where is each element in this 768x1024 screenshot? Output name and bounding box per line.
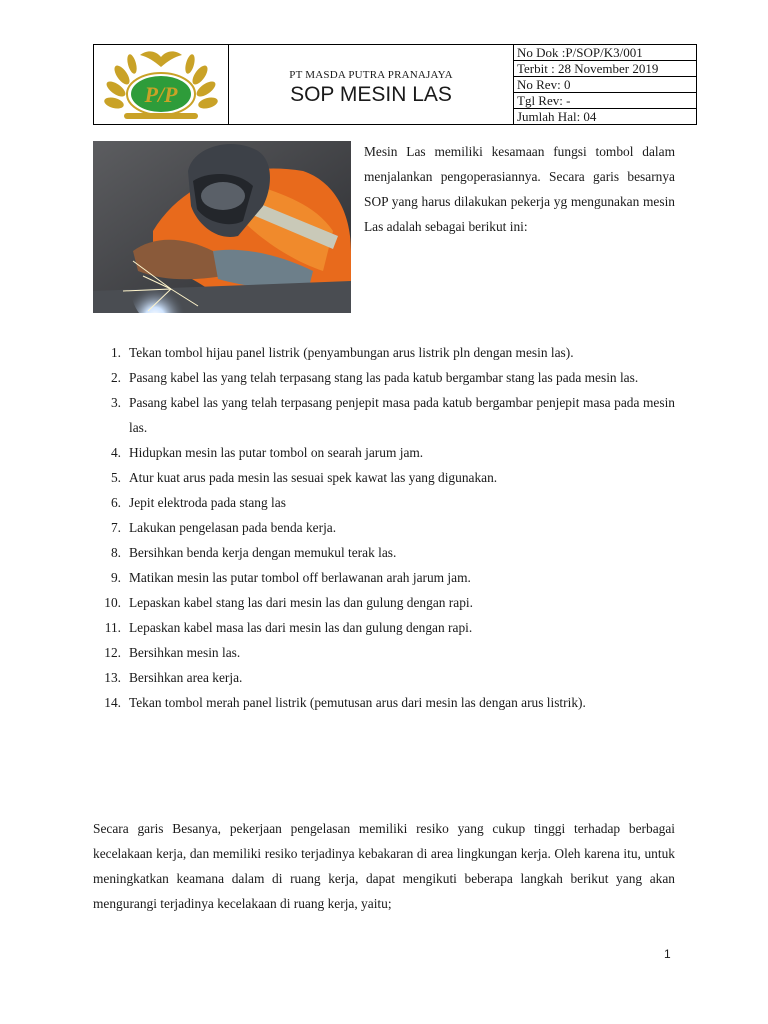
step-text: Pasang kabel las yang telah terpasang penjepit masa pada katub bergambar penjepit masa pada mesin las. [129,395,675,435]
step-text: Lepaskan kabel masa las dari mesin las dan gulung dengan rapi. [129,620,473,635]
document-meta [514,45,696,124]
list-item [93,690,675,715]
meta-revision: No Rev: 0 [514,77,696,93]
step-text: Hidupkan mesin las putar tombol on searah jarum jam. [129,445,424,460]
step-number: 2. [110,370,121,385]
page-number: 1 [664,947,671,961]
step-number: 12. [104,645,121,660]
step-text: Lakukan pengelasan pada benda kerja. [129,520,337,535]
list-item [93,490,675,515]
step-number: 4. [110,445,121,460]
list-item [93,590,675,615]
step-text: Matikan mesin las putar tombol off berlawanan arah jarum jam. [129,570,471,585]
list-item [93,665,675,690]
list-item [93,565,675,590]
step-number: 5. [110,470,121,485]
step-number: 1. [110,345,121,360]
list-item [93,540,675,565]
list-item [93,615,675,640]
meta-issue-date: Terbit : 28 November 2019 [514,61,696,77]
welder-photo [93,141,351,313]
step-number: 3. [110,395,121,410]
step-text: Atur kuat arus pada mesin las sesuai spek kawat las yang digunakan. [129,470,498,485]
step-text: Tekan tombol merah panel listrik (pemutusan arus dari mesin las dengan arus listrik). [129,695,586,710]
step-number: 8. [110,545,121,560]
intro-paragraph: Mesin Las memiliki kesamaan fungsi tombol dalam menjalankan pengoperasiannya. Secara garis besarnya SOP yang harus dilakukan pekerja yg mengunakan mesin Las adalah sebagai berikut ini: [364,144,675,234]
document-title: SOP MESIN LAS [290,82,452,106]
list-item [93,640,675,665]
step-number: 10. [104,595,121,610]
step-text: Jepit elektroda pada stang las [129,495,286,510]
company-cell [229,45,514,124]
logo-lettering: P/P [144,81,178,107]
list-item [93,465,675,490]
list-item [93,340,675,365]
meta-revision-date: Tgl Rev: - [514,93,696,109]
closing-paragraph: Secara garis Besanya, pekerjaan pengelasan memiliki resiko yang cukup tinggi terhadap berbagai kecelakaan kerja, dan memiliki resiko terjadinya kebakaran di area lingkungan kerja. Oleh karena itu, untuk meningkatkan keamana dalam di ruang kerja, dapat mengikuti beberapa langkah berikut yang akan mengurangi terjadinya kecelakaan di ruang kerja, yaitu; [93,821,675,911]
document-header [93,44,697,125]
step-text: Bersihkan area kerja. [129,670,243,685]
step-number: 14. [104,695,121,710]
company-logo [100,47,222,123]
step-text: Bersihkan mesin las. [129,645,241,660]
step-number: 7. [110,520,121,535]
company-name: PT MASDA PUTRA PRANAJAYA [289,68,453,81]
list-item [93,515,675,540]
list-item [93,365,675,390]
list-item [93,440,675,465]
meta-doc-number: No Dok :P/SOP/K3/001 [514,45,696,61]
step-number: 11. [104,620,121,635]
step-text: Pasang kabel las yang telah terpasang stang las pada katub bergambar stang las pada mesin las. [129,370,639,385]
step-text: Tekan tombol hijau panel listrik (penyambungan arus listrik pln dengan mesin las). [129,345,574,360]
sop-steps-list [93,340,675,715]
logo-cell [94,45,229,124]
step-number: 6. [110,495,121,510]
step-text: Bersihkan benda kerja dengan memukul terak las. [129,545,397,560]
step-number: 13. [104,670,121,685]
meta-page-count: Jumlah Hal: 04 [517,109,597,124]
step-text: Lepaskan kabel stang las dari mesin las dan gulung dengan rapi. [129,595,473,610]
step-number: 9. [110,570,121,585]
list-item [93,390,675,440]
